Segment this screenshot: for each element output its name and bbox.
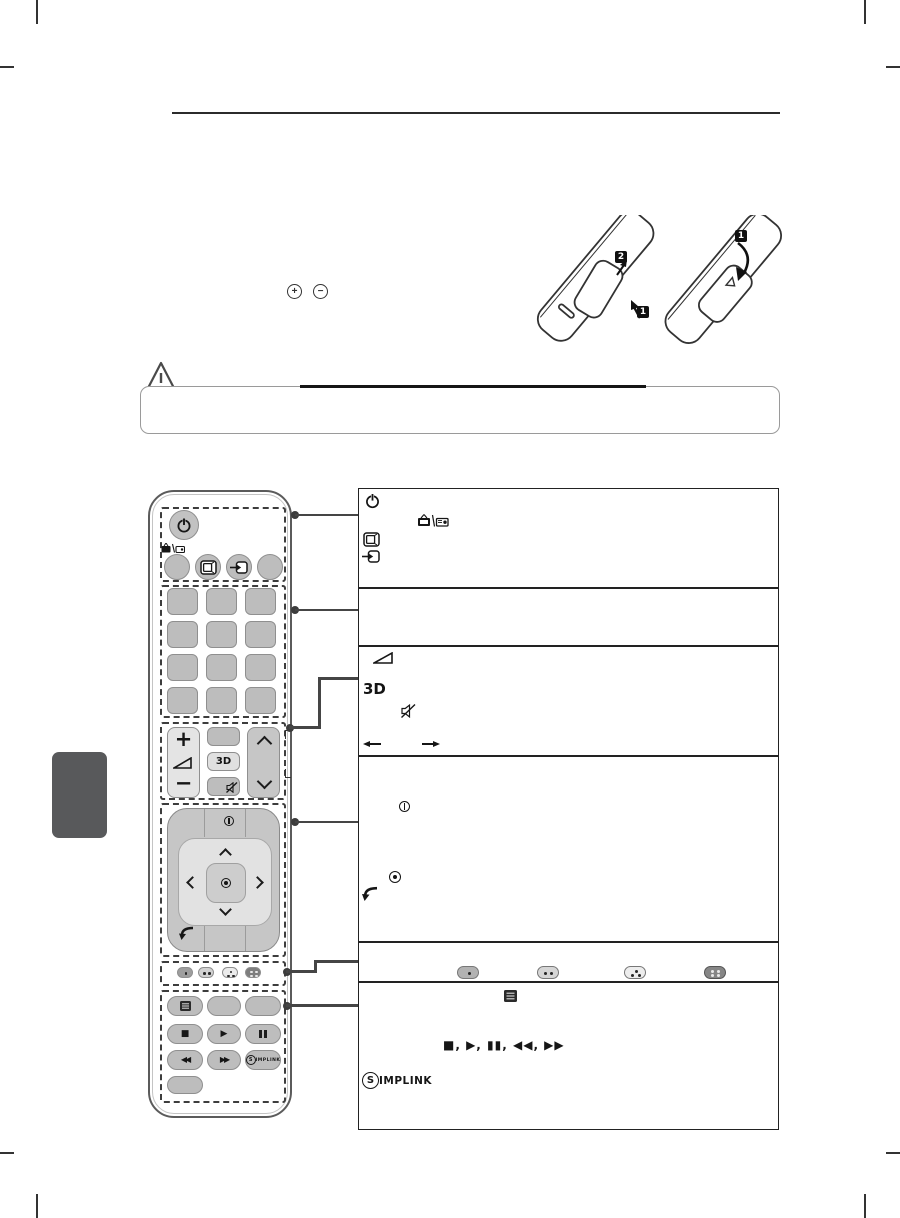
red-key-icon [457, 966, 479, 979]
power-icon [176, 517, 192, 534]
nav-separator [204, 923, 205, 951]
section-header-rule [172, 112, 780, 114]
crop-mark [864, 1194, 866, 1218]
callout-line-nav [295, 821, 358, 823]
yellow-key-icon [624, 966, 646, 979]
3d-label: 3D [363, 680, 386, 698]
caution-title-rule [300, 385, 646, 388]
callout-line-colorkeys [286, 970, 317, 973]
row-divider [359, 981, 778, 983]
crop-mark [0, 1152, 14, 1154]
nav-separator [245, 809, 246, 837]
chapter-edge-tab [52, 752, 107, 838]
nav-direction-ring [178, 838, 272, 926]
remote-key-3 [245, 588, 276, 615]
channel-down-icon [257, 774, 273, 790]
tv-radio-icon [417, 514, 449, 527]
remote-key-list [167, 687, 198, 714]
list-icon [504, 990, 517, 1002]
simplink-logo: S IMPLINK [246, 1055, 281, 1065]
plus-polarity-icon: + [287, 284, 302, 299]
remote-key-8 [206, 654, 237, 681]
nav-separator [245, 923, 246, 951]
simplink-logo: S IMPLINK [362, 1072, 432, 1089]
input-icon [362, 550, 380, 563]
remote-key-9 [245, 654, 276, 681]
nav-ok-button [206, 863, 246, 903]
remote-volume-rocker [167, 727, 200, 798]
row-divider [359, 587, 778, 589]
remote-input-button [226, 554, 252, 580]
callout-line-media [286, 1004, 358, 1007]
remote-pause-button [245, 1024, 281, 1044]
remote-rewind-button [167, 1050, 203, 1070]
ratio-icon [200, 560, 217, 575]
row-divider [359, 941, 778, 943]
nav-right-icon [251, 876, 264, 889]
callout-line-volume [318, 677, 321, 729]
crop-mark [864, 0, 866, 24]
callout-line-power [295, 514, 358, 516]
ok-dial-icon [389, 871, 401, 883]
list-icon [180, 1001, 191, 1011]
volume-slope-icon [373, 652, 393, 664]
ratio-icon [363, 532, 380, 547]
input-icon [230, 561, 248, 574]
remote-exit-button [245, 996, 281, 1016]
crop-mark [886, 1152, 900, 1154]
back-icon [179, 926, 195, 941]
battery-installation-figure [530, 215, 790, 350]
skip-left-icon [363, 740, 382, 748]
minus-polarity-icon: − [313, 284, 328, 299]
remote-play-button [207, 1024, 241, 1044]
page-down-mark [285, 769, 291, 778]
remote-key-2 [206, 588, 237, 615]
remote-key-qview [245, 687, 276, 714]
remote-settings-button [257, 554, 283, 580]
row-divider [359, 645, 778, 647]
remote-yellow-key [222, 967, 238, 978]
media-control-icons: ■, ▶, ▮▮, ◀◀, ▶▶ [443, 1038, 565, 1052]
step-badge: 1 [735, 230, 747, 242]
back-icon [362, 886, 379, 902]
remote-key-4 [167, 621, 198, 648]
remote-favorites-button [207, 727, 240, 746]
remote-nav-pad [167, 808, 280, 952]
remote-ratio-button [195, 554, 221, 580]
callout-line-numbers [295, 609, 358, 611]
power-icon [365, 493, 380, 509]
remote-key-6 [245, 621, 276, 648]
info-icon [224, 816, 234, 826]
volume-up-label: + [174, 727, 193, 751]
callout-line-colorkeys [314, 960, 358, 963]
volume-down-label: − [174, 771, 193, 795]
remote-red-key [177, 967, 193, 978]
nav-left-icon [186, 876, 199, 889]
nav-down-icon [219, 903, 232, 916]
blue-key-icon [704, 966, 726, 979]
callout-line-volume [289, 726, 321, 729]
crop-mark [36, 0, 38, 24]
mute-icon [401, 704, 416, 718]
green-key-icon [537, 966, 559, 979]
nav-separator [204, 809, 205, 837]
fast-forward-icon: ▶▶ [219, 1055, 229, 1064]
crop-mark [0, 66, 14, 68]
crop-mark [886, 66, 900, 68]
3d-label: 3D [215, 756, 232, 767]
remote-key-1 [167, 588, 198, 615]
channel-up-icon [257, 736, 273, 752]
remote-tvrad-button [164, 554, 190, 580]
remote-channel-rocker [247, 727, 280, 798]
tv-radio-icon [161, 543, 185, 553]
remote-key-0 [206, 687, 237, 714]
remote-ad-button [167, 1076, 203, 1094]
volume-slope-icon [173, 757, 192, 769]
remote-menu-button [167, 996, 203, 1016]
rewind-icon: ◀◀ [180, 1055, 190, 1064]
crop-mark [36, 1194, 38, 1218]
info-icon [399, 801, 410, 812]
remote-green-key [198, 967, 214, 978]
remote-power-button [169, 510, 199, 540]
remote-key-7 [167, 654, 198, 681]
callout-line-volume [318, 677, 358, 680]
remote-blue-key [245, 967, 261, 978]
play-icon: ▶ [220, 1028, 228, 1039]
remote-simplink-button [245, 1050, 281, 1070]
remote-stop-button [167, 1024, 203, 1044]
remote-key-5 [206, 621, 237, 648]
remote-3d-button [207, 752, 240, 771]
step-badge: 2 [615, 251, 627, 263]
remote-guide-button [207, 996, 241, 1016]
skip-right-icon [421, 740, 440, 748]
caution-box [140, 386, 780, 434]
stop-icon: ■ [180, 1028, 190, 1039]
button-description-table [358, 488, 779, 1130]
remote-ff-button [207, 1050, 241, 1070]
mute-icon [226, 782, 238, 793]
step-badge: 1 [637, 306, 649, 318]
ok-dial-icon [221, 878, 231, 888]
pause-icon [259, 1030, 266, 1038]
row-divider [359, 755, 778, 757]
nav-up-icon [219, 848, 232, 861]
remote-mute-button [207, 777, 240, 796]
